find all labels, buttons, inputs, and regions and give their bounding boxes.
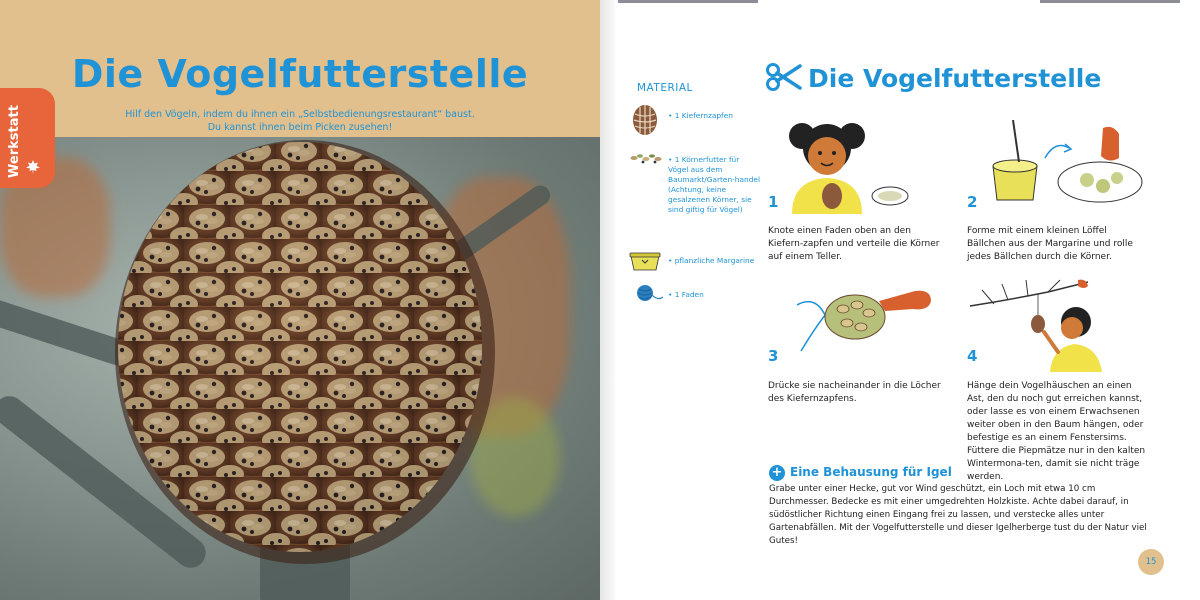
top-edge-strip [1040, 0, 1180, 3]
step-1-illustration [780, 118, 910, 214]
tip-heading: Eine Behausung für Igel [790, 465, 952, 479]
material-item-text: • pflanzliche Margarine [668, 256, 755, 265]
book-fold-shadow [600, 0, 618, 600]
thread-spool-icon [634, 283, 664, 307]
material-item-text: • 1 Kiefernzapfen [668, 111, 733, 120]
subtitle-line-2: Du kannst ihnen beim Picken zusehen! [207, 122, 393, 133]
page-subtitle [0, 108, 600, 134]
step-number: 1 [768, 193, 779, 211]
pine-cone-icon [630, 104, 660, 140]
page-title: Die Vogelfutterstelle [71, 52, 529, 96]
material-heading: MATERIAL [637, 82, 693, 94]
step-text: Hänge dein Vogelhäuschen an einen Ast, den du noch gut erreichen kannst, oder lasse es von einem Erwachsenen weiter oben in den Baum hängen, oder befestige es an einem Fenstersims. Füttere die Piepmätze nur in den kalten Wintermona-ten, damit sie nicht träge werden. [967, 381, 1146, 482]
step-text: Forme mit einem kleinen Löffel Bällchen aus der Margarine und rolle jedes Bällchen durch die Körner. [967, 226, 1133, 262]
step-number: 2 [967, 193, 978, 211]
step-2-illustration [985, 118, 1145, 208]
step-3-illustration [795, 285, 935, 355]
subtitle-line-1: Hilf den Vögeln, indem du ihnen ein „Selbstbedienungsrestaurant“ baust. [125, 109, 475, 120]
top-edge-strip [618, 0, 758, 3]
maple-leaf-icon [26, 160, 40, 177]
plus-icon: + [769, 465, 785, 481]
page-number: 15 [1138, 549, 1164, 575]
step-number: 3 [768, 347, 779, 365]
tip-text: Grabe unter einer Hecke, gut vor Wind geschützt, ein Loch mit etwa 10 cm Durchmesser. Bedecke es mit einer umgedrehten Holzkiste. Achte dabei darauf, in südöstlicher Richtung einen Eingang frei zu lassen, und verstecke alles unter Gartenabfällen. Mit der Vogelfutterstelle und dieser Igelherberge tust du der Natur viel Gutes! [769, 484, 1147, 546]
margarine-tub-icon [628, 250, 662, 276]
pine-cone-photo [0, 137, 600, 600]
step-text: Drücke sie nacheinander in die Löcher des Kiefernzapfens. [768, 381, 941, 404]
seeds-icon [630, 150, 662, 169]
right-page [600, 0, 1200, 600]
step-4-illustration [968, 278, 1128, 372]
section-tab-label: Werkstatt [7, 105, 22, 178]
material-item-text: • 1 Faden [668, 290, 704, 299]
step-text: Knote einen Faden oben an den Kiefern-zapfen und verteile die Körner auf einem Teller. [768, 226, 940, 262]
material-item-text: • 1 Körnerfutter für Vögel aus dem Baumarkt/Garten-handel (Achtung, keine gesalzenen Körner, sie sind giftig für Vögel) [668, 155, 760, 214]
step-number: 4 [967, 347, 978, 365]
pine-cone-illustration [0, 137, 600, 600]
scissors-icon [766, 62, 802, 96]
section-title: Die Vogelfutterstelle [808, 64, 1102, 93]
